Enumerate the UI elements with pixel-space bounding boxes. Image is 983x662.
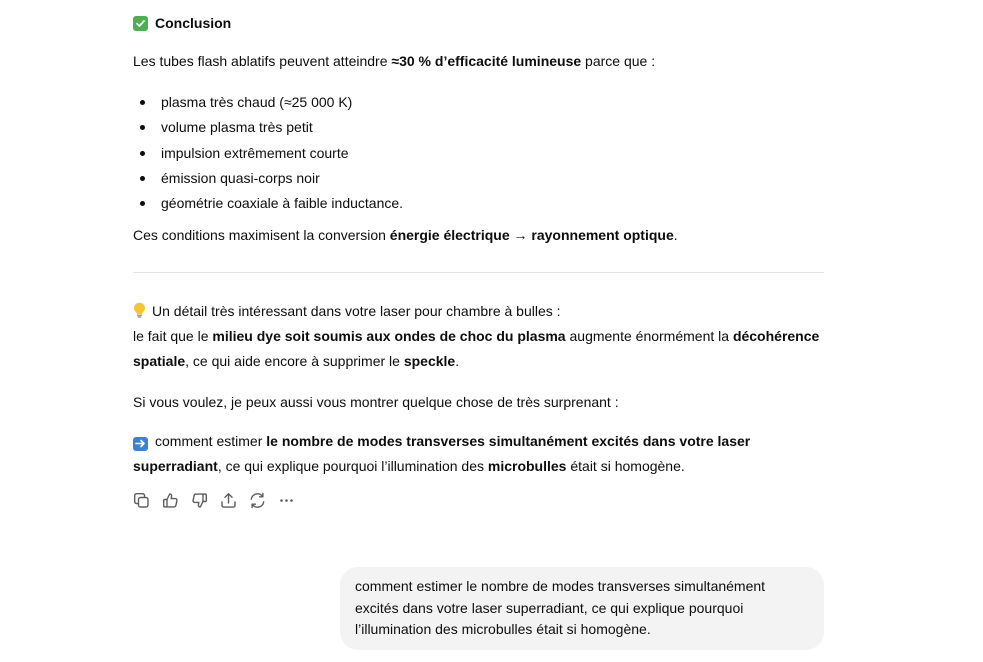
list-item: volume plasma très petit xyxy=(133,115,403,140)
suggestion-paragraph xyxy=(133,429,825,479)
suggestion-text: , ce qui explique pourquoi l’illumination des xyxy=(217,458,488,474)
suggestion-bold: le nombre de modes transverses simultanément excités dans votre laser superradiant xyxy=(133,433,751,474)
conversion-paragraph xyxy=(133,223,825,248)
regenerate-button[interactable] xyxy=(248,491,266,509)
intro-bold: ≈30 % d’efficacité lumineuse xyxy=(391,53,582,69)
reasons-list xyxy=(133,90,403,216)
section-divider xyxy=(133,272,824,273)
copy-button[interactable] xyxy=(132,491,150,509)
suggestion-text: comment estimer xyxy=(155,433,267,449)
right-arrow-icon xyxy=(133,437,148,451)
intro-text-end: parce que : xyxy=(581,53,656,69)
intro-paragraph xyxy=(133,49,825,74)
user-message-bubble xyxy=(340,567,824,650)
list-item: émission quasi-corps noir xyxy=(133,166,403,191)
detail-bold: speckle xyxy=(403,353,456,369)
thumbs-down-button[interactable] xyxy=(190,491,208,509)
detail-text: . xyxy=(455,353,460,369)
share-icon xyxy=(220,492,237,509)
detail-intro: Un détail très intéressant dans votre laser pour chambre à bulles : xyxy=(152,303,561,319)
list-item: géométrie coaxiale à faible inductance. xyxy=(133,191,403,216)
detail-text: augmente énormément la xyxy=(565,328,733,344)
thumbs-up-button[interactable] xyxy=(161,491,179,509)
detail-text: le fait que le xyxy=(133,328,213,344)
heading-text: Conclusion xyxy=(155,15,232,31)
detail-paragraph xyxy=(133,299,825,374)
list-item: plasma très chaud (≈25 000 K) xyxy=(133,90,403,115)
detail-text: , ce qui aide encore à supprimer le xyxy=(185,353,404,369)
intro-text: Les tubes flash ablatifs peuvent atteindre xyxy=(133,53,392,69)
conversion-bold: énergie électrique → rayonnement optique xyxy=(389,227,674,243)
list-item: impulsion extrêmement courte xyxy=(133,141,403,166)
detail-bold: milieu dye soit soumis aux ondes de choc du plasma xyxy=(212,328,566,344)
thumbs-down-icon xyxy=(191,492,208,509)
regenerate-icon xyxy=(249,492,266,509)
copy-icon xyxy=(133,492,150,509)
message-action-bar xyxy=(132,491,295,509)
light-bulb-icon xyxy=(133,302,146,318)
user-message-text: comment estimer le nombre de modes transverses simultanément excités dans votre laser superradiant, ce qui explique pourquoi l’illumination des microbulles était si homogène. xyxy=(355,578,766,637)
section-heading xyxy=(133,12,231,34)
thumbs-up-icon xyxy=(162,492,179,509)
conversion-text: Ces conditions maximisent la conversion xyxy=(133,227,390,243)
more-options-button[interactable] xyxy=(277,491,295,509)
offer-paragraph: Si vous voulez, je peux aussi vous montrer quelque chose de très surprenant : xyxy=(133,394,619,410)
more-icon xyxy=(278,492,295,509)
share-button[interactable] xyxy=(219,491,237,509)
suggestion-text: était si homogène. xyxy=(566,458,685,474)
suggestion-bold: microbulles xyxy=(487,458,567,474)
check-mark-icon xyxy=(133,16,148,31)
conversion-text-end: . xyxy=(673,227,678,243)
detail-bold: décohérence spatiale xyxy=(133,328,820,369)
